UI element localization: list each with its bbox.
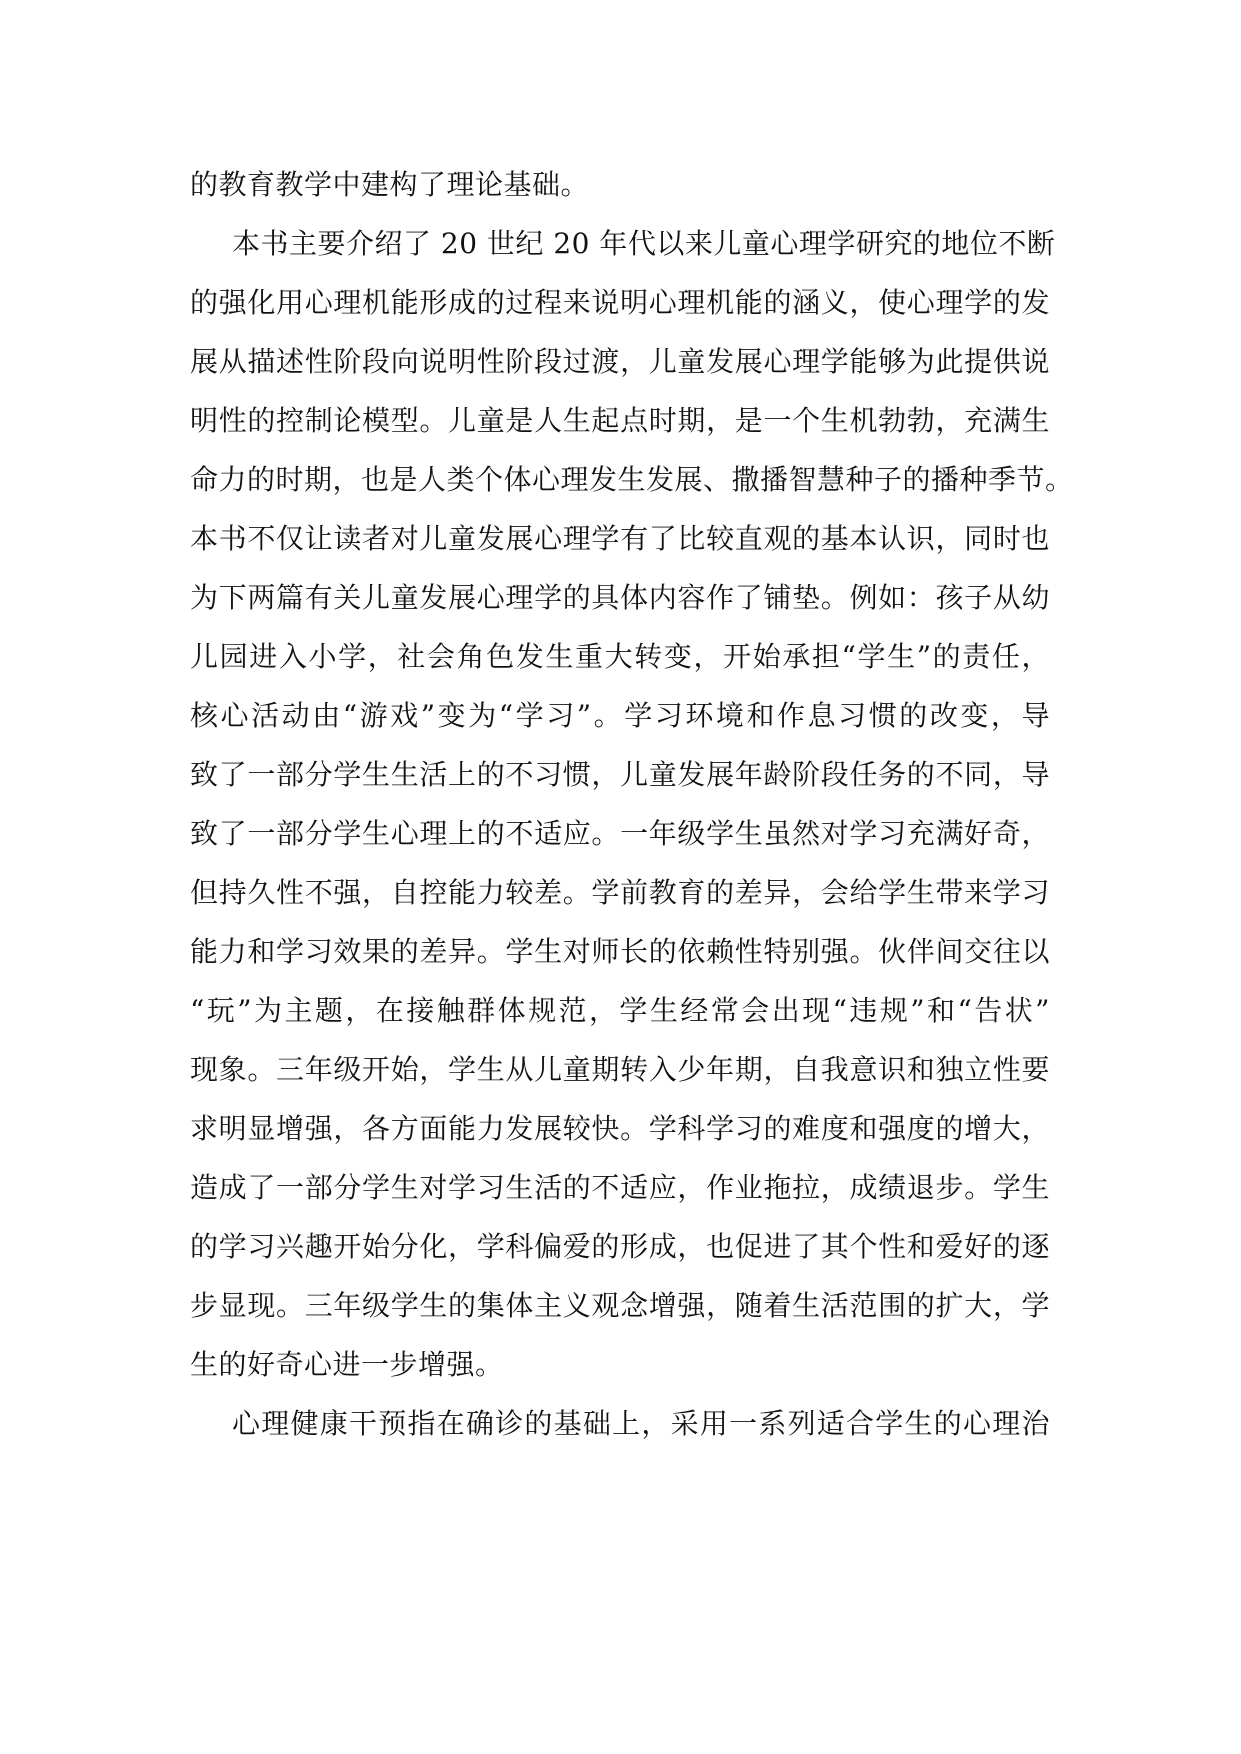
- text-line-3: 的强化用心理机能形成的过程来说明心理机能的涵义，使心理学的发: [190, 286, 1050, 319]
- text-line-14: 能力和学习效果的差异。学生对师长的依赖性特别强。伙伴间交往以: [190, 935, 1050, 968]
- text-line-9: 儿园进入小学，社会角色发生重大转变，开始承担“学生”的责任，: [190, 640, 1050, 673]
- text-line-13: 但持久性不强，自控能力较差。学前教育的差异，会给学生带来学习: [190, 876, 1050, 909]
- text-line-18: 造成了一部分学生对学习生活的不适应，作业拖拉，成绩退步。学生: [190, 1171, 1050, 1204]
- text-line-1: 的教育教学中建构了理论基础。: [190, 168, 590, 201]
- text-line-20: 步显现。三年级学生的集体主义观念增强，随着生活范围的扩大，学: [190, 1289, 1050, 1322]
- text-line-16: 现象。三年级开始，学生从儿童期转入少年期，自我意识和独立性要: [190, 1053, 1050, 1086]
- text-line-21: 生的好奇心进一步增强。: [190, 1348, 504, 1381]
- text-line-15: “玩”为主题，在接触群体规范，学生经常会出现“违规”和“告状”: [190, 994, 1050, 1027]
- text-line-6: 命力的时期，也是人类个体心理发生发展、撒播智慧种子的播种季节。: [190, 463, 1074, 496]
- text-line-11: 致了一部分学生生活上的不习惯，儿童发展年龄阶段任务的不同，导: [190, 758, 1050, 791]
- text-line-8: 为下两篇有关儿童发展心理学的具体内容作了铺垫。例如：孩子从幼: [190, 581, 1050, 614]
- text-line-2: 本书主要介绍了 20 世纪 20 年代以来儿童心理学研究的地位不断: [232, 227, 1056, 260]
- text-line-12: 致了一部分学生心理上的不适应。一年级学生虽然对学习充满好奇，: [190, 817, 1050, 850]
- text-line-17: 求明显增强，各方面能力发展较快。学科学习的难度和强度的增大，: [190, 1112, 1050, 1145]
- text-line-22: 心理健康干预指在确诊的基础上，采用一系列适合学生的心理治: [232, 1407, 1050, 1440]
- text-line-7: 本书不仅让读者对儿童发展心理学有了比较直观的基本认识，同时也: [190, 522, 1050, 555]
- text-line-10: 核心活动由“游戏”变为“学习”。学习环境和作息习惯的改变，导: [190, 699, 1050, 732]
- text-line-19: 的学习兴趣开始分化，学科偏爱的形成，也促进了其个性和爱好的逐: [190, 1230, 1050, 1263]
- text-line-5: 明性的控制论模型。儿童是人生起点时期，是一个生机勃勃，充满生: [190, 404, 1050, 437]
- text-line-4: 展从描述性阶段向说明性阶段过渡，儿童发展心理学能够为此提供说: [190, 345, 1050, 378]
